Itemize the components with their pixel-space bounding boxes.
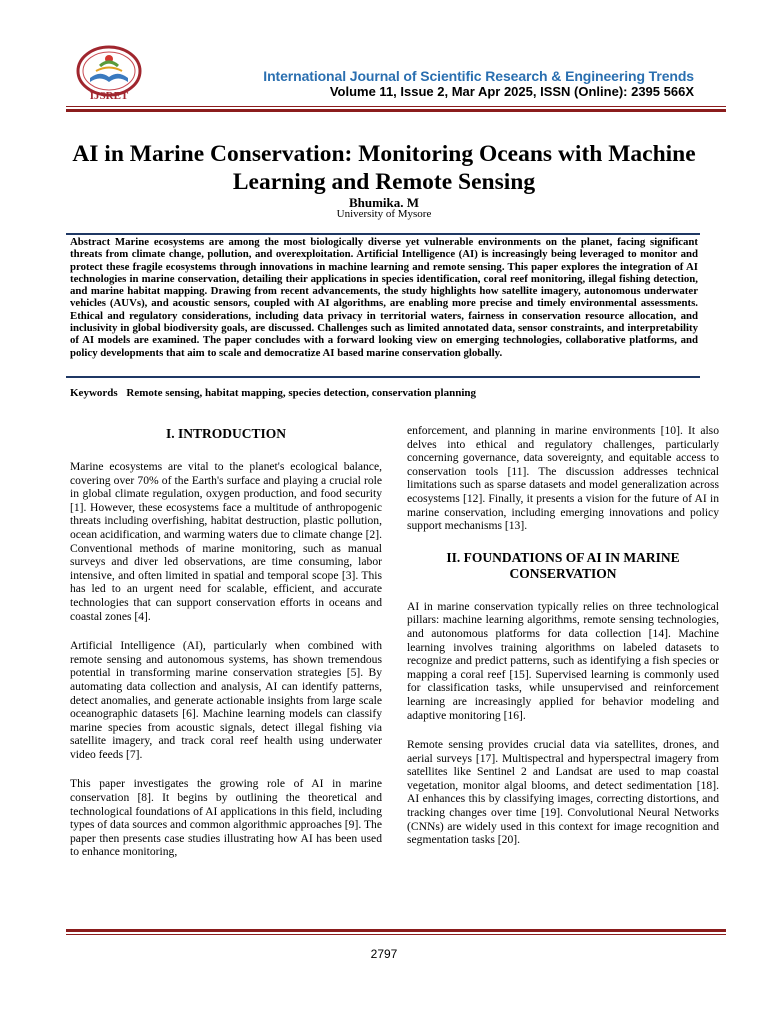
author-affiliation: University of Mysore <box>336 208 432 220</box>
abstract-rule-bottom <box>66 376 700 378</box>
header-rule-thick <box>66 109 726 112</box>
section-heading-foundations-line2: CONSERVATION <box>509 565 617 581</box>
right-column <box>407 420 719 847</box>
abstract-rule-top <box>66 233 700 235</box>
intro-paragraph-1: Marine ecosystems are vital to the planet's ecological balance, covering over 70% of the Earth's surface and playing a crucial role in global climate regulation, oxygen production, and food security [1]. However, these ecosystems face a multitude of anthropogenic threats including overfishing, habitat destruction, plastic pollution, ocean acidification, and warming waters due to climate change [2]. Conventional methods of marine monitoring, such as manual surveys and diver led observations, are time consuming, labor intensive, and often limited in spatial and temporal scope [3]. This has led to an urgent need for scalable, efficient, and accurate technologies that can support conservation efforts in oceans and coastal zones [4]. <box>70 460 382 623</box>
keywords <box>70 387 700 399</box>
keywords-label: Keywords <box>70 387 118 399</box>
footer-rule-thin <box>66 934 726 935</box>
left-column <box>70 420 382 859</box>
header-rule-thin <box>66 106 726 107</box>
author-name: Bhumika. M <box>348 195 420 210</box>
section-heading-introduction: I. INTRODUCTION <box>165 426 287 441</box>
intro-paragraph-2: Artificial Intelligence (AI), particularly when combined with remote sensing and autonomous systems, has shown tremendous potential in transforming marine conservation strategies [5]. By automating data collection and analysis, AI can identify patterns, detect anomalies, and generate actionable insights from large scale oceanographic datasets [6]. Machine learning models can classify marine species from acoustic signals, detect illegal fishing via satellite imagery, and track coral reef health using underwater video feeds [7]. <box>70 639 382 761</box>
journal-name: International Journal of Scientific Research & Engineering Trends <box>263 68 694 84</box>
logo-wordmark: IJSRET <box>89 90 129 102</box>
abstract: Abstract Marine ecosystems are among the most biologically diverse yet vulnerable environments on the planet, facing significant threats from climate change, pollution, and overexploitation. Artificial Intelligence (AI) is increasingly being leveraged to monitor and protect these fragile ecosystems through innovations in machine learning and remote sensing. This paper explores the integration of AI technologies in marine conservation, detailing their applications in species identification, coral reef monitoring, illegal fishing detection, and marine habitat mapping. Drawing from recent advancements, the study highlights how satellite imagery, autonomous underwater vehicles (AUVs), and acoustic sensors, coupled with AI algorithms, are enabling more precise and timely environmental assessments. Ethical and regulatory considerations, including data privacy in territorial waters, fairness in conservation resource allocation, and inclusivity in global biodiversity goals, are discussed. Challenges such as limited annotated data, sensor constraints, and interpretability of AI models are examined. The paper concludes with a forward looking view on emerging technologies, collaborative platforms, and policy developments that aim to scale and democratize AI based marine conservation globally. <box>70 236 698 359</box>
footer-rule-thick <box>66 929 726 932</box>
foundations-paragraph-1: AI in marine conservation typically relies on three technological pillars: machine learning algorithms, remote sensing technologies, and autonomous platforms for data collection [14]. Machine learning involves training algorithms on labeled datasets to recognize and predict patterns, such as identifying a fish species or mapping a coral reef [15]. Supervised learning is commonly used for classification tasks, while unsupervised and reinforcement learning are increasingly applied for behavior modeling and adaptive monitoring [16]. <box>407 599 719 722</box>
page-number: 2797 <box>370 947 398 961</box>
keywords-list: Remote sensing, habitat mapping, species detection, conservation planning <box>126 387 476 399</box>
foundations-paragraph-2: Remote sensing provides crucial data via satellites, drones, and aerial surveys [17]. Multispectral and hyperspectral imagery from satellites like Sentinel 2 and Landsat are used to map coastal vegetation, monitor algal blooms, and detect sedimentation [18]. AI enhances this by classifying images, correcting distortions, and tracking changes over time [19]. Convolutional Neural Networks (CNNs) are widely used in this context for image recognition and segmentation tasks [20]. <box>407 738 719 847</box>
paper-title: AI in Marine Conservation: Monitoring Oceans with Machine Learning and Remote Sensing <box>72 141 696 195</box>
section-heading-foundations-line1: II. FOUNDATIONS OF AI IN MARINE <box>446 549 680 565</box>
section-heading-foundations <box>407 550 719 582</box>
journal-logo <box>74 44 144 102</box>
intro-paragraph-4: enforcement, and planning in marine environments [10]. It also delves into ethical and regulatory challenges, particularly concerning governance, data sovereignty, and equitable access to conservation tools [11]. The discussion addresses technical limitations such as sparse datasets and model generalization across ecosystems [12]. Finally, it presents a vision for the future of AI in marine conservation, including emerging innovations and policy support mechanisms [13]. <box>407 424 719 533</box>
journal-issue-line: Volume 11, Issue 2, Mar Apr 2025, ISSN (Online): 2395 566X <box>329 84 694 99</box>
intro-paragraph-3: This paper investigates the growing role of AI in marine conservation [8]. It begins by outlining the theoretical and technological foundations of AI applications in this field, including types of data sources and common algorithmic approaches [9]. The paper then presents case studies illustrating how AI has been used to enhance monitoring, <box>70 777 382 859</box>
